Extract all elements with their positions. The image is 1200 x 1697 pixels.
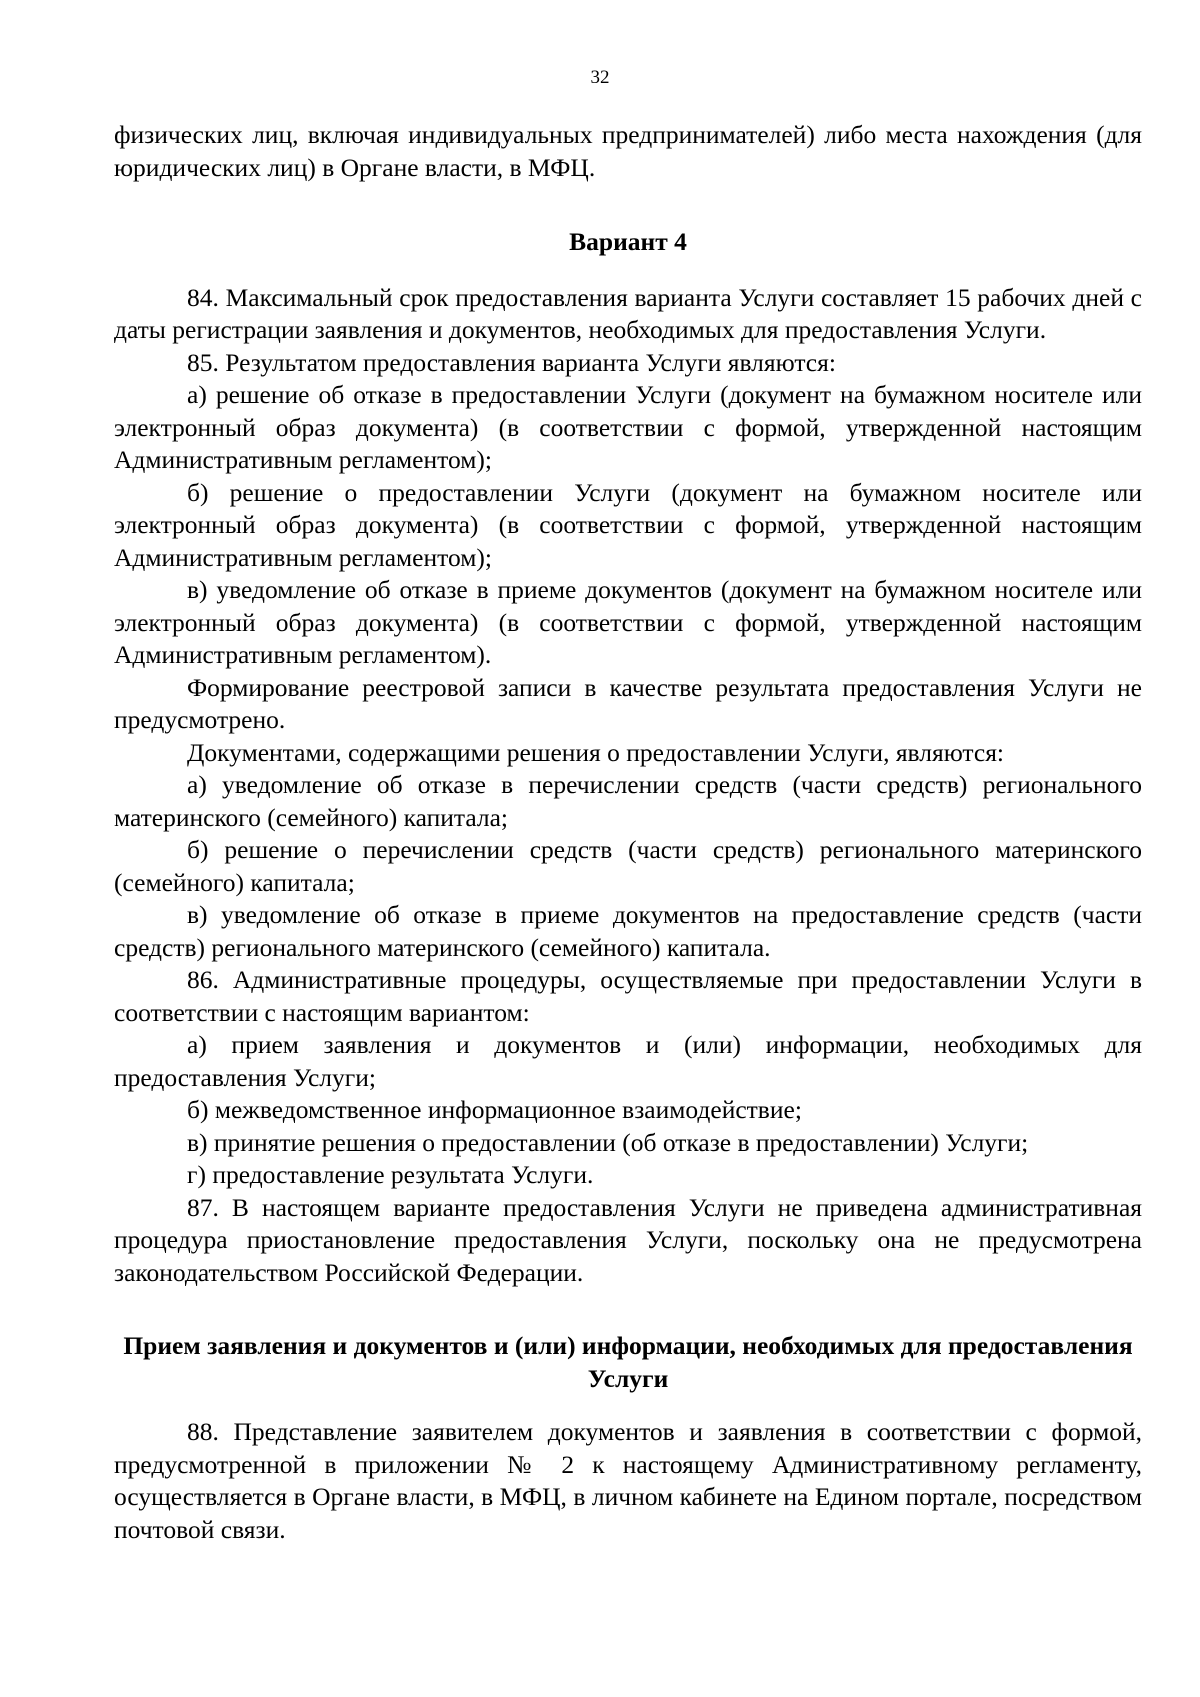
paragraph-85-documents: Документами, содержащими решения о предоставлении Услуги, являются: (187, 737, 1005, 767)
paragraph-88: 88. Представление заявителем документов и заявления в соответствии с формой, предусмотренной в приложении № 2 к настоящему Административному регламенту, осуществляется в Органе власти, в МФЦ, в личном кабинете на Едином портале, посредством почтовой связи. (114, 1417, 1142, 1544)
paragraph-85-registry: Формирование реестровой записи в качестве результата предоставления Услуги не предусмотрено. (114, 672, 1142, 734)
paragraph-86-d: г) предоставление результата Услуги. (187, 1160, 594, 1189)
document-body (114, 119, 1142, 1546)
paragraph-85-c: в) уведомление об отказе в приеме документов (документ на бумажном носителе или электронный образ документа) (в соответствии с формой, утвержденной настоящим Административным регламентом). (114, 575, 1142, 669)
paragraph-86-c: в) принятие решения о предоставлении (об отказе в предоставлении) Услуги; (187, 1127, 1029, 1157)
paragraph-85: 85. Результатом предоставления варианта Услуги являются: (187, 347, 836, 377)
paragraph-85-documents-b: б) решение о перечислении средств (части средств) регионального материнского (семейного) капитала; (114, 835, 1142, 897)
heading-variant-4: Вариант 4 (569, 227, 687, 256)
paragraph-87: 87. В настоящем варианте предоставления Услуги не приведена административная процедура приостановление предоставления Услуги, поскольку она не предусмотрена законодательством Российской Федерации. (114, 1192, 1142, 1287)
paragraph-84: 84. Максимальный срок предоставления варианта Услуги составляет 15 рабочих дней с даты регистрации заявления и документов, необходимых для предоставления Услуги. (114, 282, 1142, 344)
paragraph-85-documents-c: в) уведомление об отказе в приеме документов на предоставление средств (части средств) регионального материнского (семейного) капитала. (114, 900, 1142, 962)
paragraph-85-documents-a: а) уведомление об отказе в перечислении средств (части средств) регионального материнского (семейного) капитала; (114, 770, 1142, 832)
paragraph-86-b: б) межведомственное информационное взаимодействие; (187, 1095, 802, 1124)
page-number: 32 (590, 67, 610, 88)
paragraph-86: 86. Административные процедуры, осуществляемые при предоставлении Услуги в соответствии с настоящим вариантом: (114, 965, 1142, 1027)
paragraph-continuation: физических лиц, включая индивидуальных предпринимателей) либо места нахождения (для юридических лиц) в Органе власти, в МФЦ. (114, 120, 1142, 182)
heading-section-application: Прием заявления и документов и (или) информации, необходимых для предоставления Услуги (123, 1331, 1133, 1393)
paragraph-85-a: а) решение об отказе в предоставлении Услуги (документ на бумажном носителе или электронный образ документа) (в соответствии с формой, утвержденной настоящим Административным регламентом); (114, 380, 1142, 474)
paragraph-85-b: б) решение о предоставлении Услуги (документ на бумажном носителе или электронный образ документа) (в соответствии с формой, утвержденной настоящим Административным регламентом); (114, 477, 1142, 572)
paragraph-86-a: а) прием заявления и документов и (или) информации, необходимых для предоставления Услуги; (114, 1030, 1142, 1092)
